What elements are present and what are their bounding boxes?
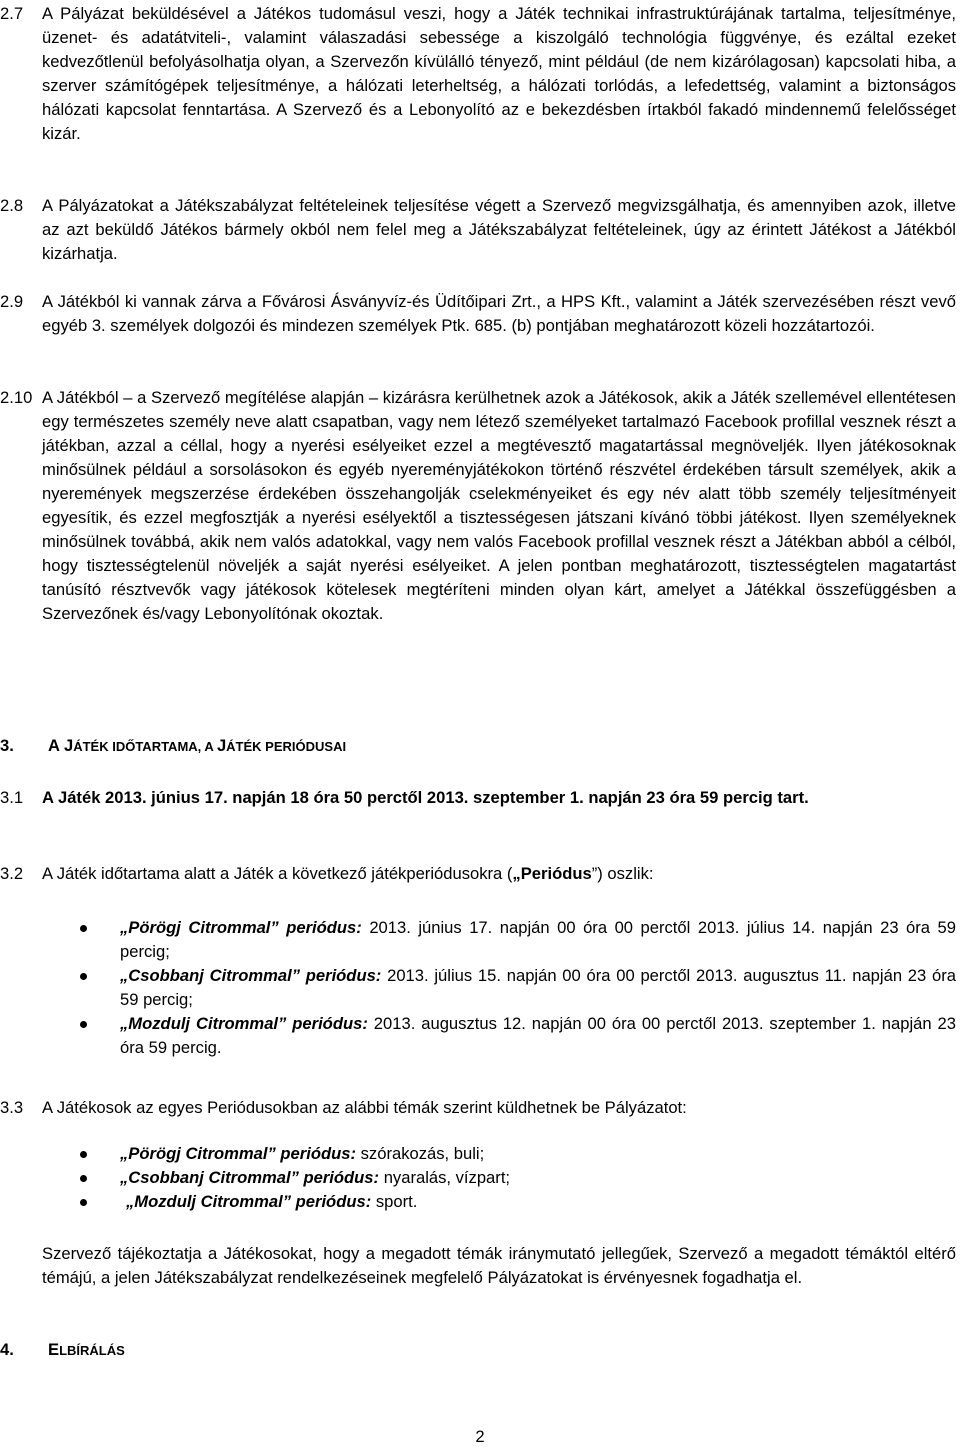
- section-2-10: [0, 386, 956, 626]
- section-2-8: [0, 194, 956, 266]
- section-text: A Pályázatokat a Játékszabályzat feltételeinek teljesítése végett a Szervező megvizsgálhatja, és amennyiben azok, illetve az azt beküldő Játékos bármely okból nem felel meg a Játékszabályzat feltételeinek, úgy az érintett Játékost a Játékból kizárhatja.: [42, 196, 956, 263]
- section-text: A Játék 2013. június 17. napján 18 óra 50 perctől 2013. szeptember 1. napján 23 óra 59 percig tart.: [42, 788, 809, 807]
- list-item: „Pörögj Citrommal” periódus: szórakozás, buli;: [0, 1142, 956, 1166]
- heading-title: A JÁTÉK IDŐTARTAMA, A JÁTÉK PERIÓDUSAI: [48, 736, 347, 755]
- heading-3: [0, 734, 956, 759]
- heading-number: 4.: [0, 1340, 14, 1359]
- list-item: „Csobbanj Citrommal” periódus: nyaralás, vízpart;: [0, 1166, 956, 1190]
- bullet-icon: [80, 925, 87, 932]
- list-item: „Pörögj Citrommal” periódus: 2013. június 17. napján 00 óra 00 perctől 2013. július 14. napján 23 óra 59 percig;: [0, 916, 956, 964]
- section-2-9: [0, 290, 956, 338]
- closing-text: Szervező tájékoztatja a Játékosokat, hogy a megadott témák iránymutató jellegűek, Szervező a megadott témáktól eltérő témájú, a jelen Játékszabályzat rendelkezéseinek megfelelő Pályázatokat is érvényesnek fogadhatja el.: [42, 1244, 956, 1287]
- bullet-icon: [80, 1199, 87, 1206]
- section-number: 2.7: [0, 4, 24, 23]
- section-number: 3.1: [0, 788, 24, 807]
- section-number: 3.3: [0, 1098, 24, 1117]
- section-text: A Játékból – a Szervező megítélése alapján – kizárásra kerülhetnek azok a Játékosok, akik a Játék szellemével ellentétesen egy természetes személy neve alatt csapatban, vagy nem létező személyeket tartalmazó Facebook profillal vesznek részt a játékban, azzal a céllal, hogy a nyerési esélyeiket ezzel a megtévesztő magatartással megnöveljék. Ilyen játékosoknak minősülnek például a sorsolásokon és egyéb nyereményjátékokon történő részvétel érdekében társult személyek, akik a nyeremények megszerzése érdekében összehangolják cselekményeiket és egy név alatt több személy teljesítményeit egyesítik, és ezzel megfosztják a nyerési esélyektől a tisztességesen játszani kívánó többi játékost. Ilyen személyeknek minősülnek továbbá, akik nem valós adatokkal, vagy nem valós Facebook profillal vesznek részt a Játékban abból a célból, hogy tisztességtelenül növeljék a saját nyerési esélyeiket. A jelen pontban meghatározott, tisztességtelen magatartást tanúsító résztvevők vagy játékosok kötelesek megtéríteni minden olyan kárt, amelyet a Játékkal összefüggésben a Szervezőnek és/vagy Lebonyolítónak okoztak.: [42, 388, 956, 623]
- section-2-7: [0, 2, 956, 146]
- section-text: A Játék időtartama alatt a Játék a következő játékperiódusokra („Periódus”) oszlik:: [42, 864, 654, 883]
- heading-number: 3.: [0, 736, 14, 755]
- section-text: A Játékból ki vannak zárva a Fővárosi Ásványvíz-és Üdítőipari Zrt., a HPS Kft., valamint a Játék szervezésében részt vevő egyéb 3. személyek dolgozói és mindezen személyek Ptk. 685. (b) pontjában meghatározott közeli hozzátartozói.: [42, 292, 956, 335]
- section-3-2: [0, 862, 956, 886]
- period-list: [0, 916, 956, 1060]
- heading-title: ELBÍRÁLÁS: [48, 1340, 125, 1359]
- section-3-3: [0, 1096, 956, 1120]
- section-text: A Pályázat beküldésével a Játékos tudomásul veszi, hogy a Játék technikai infrastruktúrájának tartalma, teljesítménye, üzenet- és adatátviteli-, valamint válaszadási sebessége a kiszolgáló technológia függvénye, és ezáltal ezeket kedvezőtlenül befolyásolhatja olyan, a Szervezőn kívülálló tényező, mint például (de nem kizárólagosan) kapcsolati hiba, a szerver számítógépek teljesítménye, a hálózati leterheltség, a hálózati torlódás, a lefedettség, valamint a biztonságos hálózati kapcsolat fenntartása. A Szervező és a Lebonyolító az e bekezdésben írtakból fakadó mindennemű felelősséget kizár.: [42, 4, 956, 143]
- bullet-icon: [80, 973, 87, 980]
- section-number: 2.9: [0, 292, 24, 311]
- bullet-icon: [80, 1021, 87, 1028]
- section-number: 2.10: [0, 388, 33, 407]
- page-number: 2: [475, 1427, 485, 1446]
- bullet-icon: [80, 1175, 87, 1182]
- section-number: 2.8: [0, 196, 24, 215]
- bullet-icon: [80, 1151, 87, 1158]
- list-item: „Mozdulj Citrommal” periódus: 2013. augusztus 12. napján 00 óra 00 perctől 2013. szeptember 1. napján 23 óra 59 percig.: [0, 1012, 956, 1060]
- list-item: „Csobbanj Citrommal” periódus: 2013. július 15. napján 00 óra 00 perctől 2013. augusztus 11. napján 23 óra 59 percig;: [0, 964, 956, 1012]
- section-3-1: [0, 786, 956, 810]
- heading-4: [0, 1338, 956, 1363]
- topic-list: [0, 1142, 956, 1214]
- list-item: „Mozdulj Citrommal” periódus: sport.: [0, 1190, 956, 1214]
- section-number: 3.2: [0, 864, 24, 883]
- closing-paragraph: [0, 1242, 956, 1290]
- section-text: A Játékosok az egyes Periódusokban az alábbi témák szerint küldhetnek be Pályázatot:: [42, 1098, 687, 1117]
